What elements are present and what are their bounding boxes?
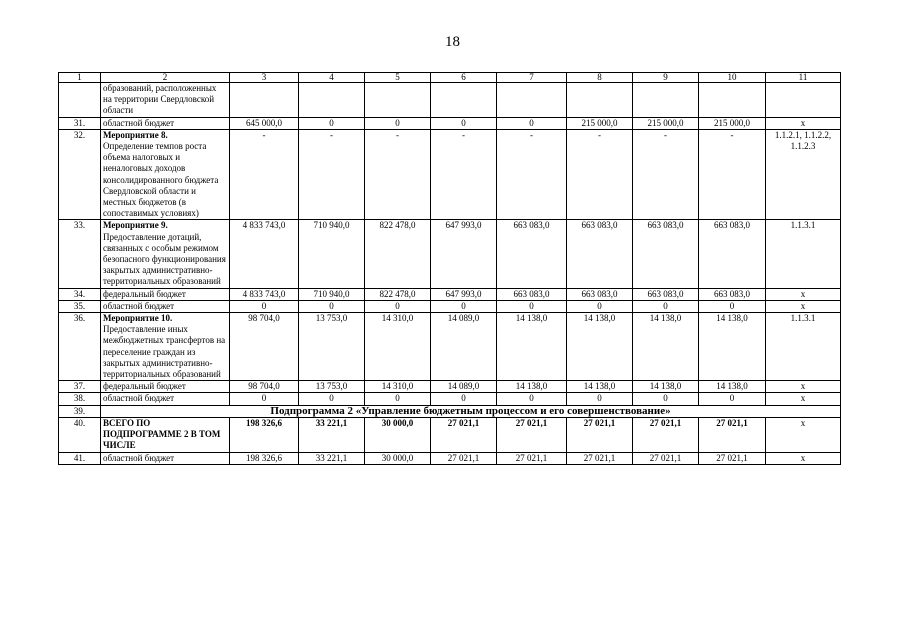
value-cell: 27 021,1 [567, 452, 633, 464]
row-description [101, 129, 230, 220]
value-cell: 14 138,0 [633, 381, 699, 393]
value-cell: 14 089,0 [431, 313, 497, 381]
value-cell: - [299, 129, 365, 220]
column-header: 8 [567, 73, 633, 83]
value-cell: 14 138,0 [567, 381, 633, 393]
value-cell: - [699, 129, 766, 220]
description-text: областной бюджет [103, 300, 175, 311]
value-cell: - [230, 129, 299, 220]
table-row [59, 288, 841, 300]
target-code-cell: 1.1.2.1, 1.1.2.2, 1.1.2.3 [766, 129, 841, 220]
row-number: 40. [59, 417, 101, 452]
column-header: 4 [299, 73, 365, 83]
value-cell: 663 083,0 [497, 220, 567, 288]
row-description [101, 393, 230, 405]
table-row [59, 83, 841, 118]
column-header: 7 [497, 73, 567, 83]
row-number: 36. [59, 313, 101, 381]
target-code-cell: x [766, 452, 841, 464]
table-row [59, 313, 841, 381]
target-code-cell: 1.1.3.1 [766, 220, 841, 288]
value-cell: - [567, 129, 633, 220]
measure-title: Мероприятие 9. [103, 220, 168, 231]
column-header: 11 [766, 73, 841, 83]
table-row [59, 393, 841, 405]
target-code-cell: x [766, 288, 841, 300]
target-code-cell [766, 83, 841, 118]
column-header: 9 [633, 73, 699, 83]
value-cell: 27 021,1 [699, 452, 766, 464]
value-cell: 0 [567, 300, 633, 312]
value-cell: 710 940,0 [299, 288, 365, 300]
value-cell: 198 326,6 [230, 417, 299, 452]
column-header: 2 [101, 73, 230, 83]
value-cell: 4 833 743,0 [230, 220, 299, 288]
value-cell: 30 000,0 [365, 417, 431, 452]
value-cell: 647 993,0 [431, 220, 497, 288]
budget-table [58, 72, 841, 465]
description-text: Предоставление дотаций, связанных с особым режимом безопасного функционирования закрытых административно-территориальных образований [103, 231, 226, 287]
value-cell [567, 83, 633, 118]
row-description [101, 83, 230, 118]
value-cell: 0 [431, 117, 497, 129]
target-code-cell: x [766, 393, 841, 405]
description-text: федеральный бюджет [103, 381, 186, 392]
value-cell: 13 753,0 [299, 313, 365, 381]
table-row [59, 129, 841, 220]
description-text: областной бюджет [103, 117, 175, 128]
value-cell: 0 [299, 300, 365, 312]
value-cell: 27 021,1 [699, 417, 766, 452]
table-row [59, 300, 841, 312]
value-cell: 822 478,0 [365, 288, 431, 300]
value-cell: 27 021,1 [633, 452, 699, 464]
table-row [59, 117, 841, 129]
row-description [101, 117, 230, 129]
target-code-cell: x [766, 117, 841, 129]
value-cell: 33 221,1 [299, 417, 365, 452]
value-cell [299, 83, 365, 118]
value-cell: 0 [230, 300, 299, 312]
value-cell: 14 310,0 [365, 381, 431, 393]
description-text: Предоставление иных межбюджетных трансфертов на переселение граждан из закрытых административно-территориальных образований [103, 324, 226, 380]
row-number: 37. [59, 381, 101, 393]
row-description [101, 313, 230, 381]
value-cell: 14 089,0 [431, 381, 497, 393]
row-number: 35. [59, 300, 101, 312]
target-code-cell: x [766, 417, 841, 452]
value-cell: 14 138,0 [633, 313, 699, 381]
value-cell: 0 [230, 393, 299, 405]
value-cell: 215 000,0 [699, 117, 766, 129]
value-cell: 30 000,0 [365, 452, 431, 464]
value-cell: 0 [497, 117, 567, 129]
row-number [59, 83, 101, 118]
value-cell: 4 833 743,0 [230, 288, 299, 300]
value-cell: 0 [497, 300, 567, 312]
value-cell: 27 021,1 [431, 417, 497, 452]
value-cell: 14 310,0 [365, 313, 431, 381]
table-header-row [59, 73, 841, 83]
value-cell: 645 000,0 [230, 117, 299, 129]
description-text: образований, расположенных на территории Свердловской области [103, 83, 217, 116]
row-number: 39. [59, 405, 101, 417]
value-cell: 663 083,0 [699, 288, 766, 300]
row-number: 32. [59, 129, 101, 220]
page-number: 18 [445, 34, 460, 50]
value-cell: 663 083,0 [633, 288, 699, 300]
subprogram-row [59, 405, 841, 417]
value-cell [431, 83, 497, 118]
value-cell: 647 993,0 [431, 288, 497, 300]
value-cell: 0 [633, 393, 699, 405]
value-cell: 0 [431, 393, 497, 405]
table-row [59, 381, 841, 393]
value-cell: 98 704,0 [230, 313, 299, 381]
row-number: 31. [59, 117, 101, 129]
value-cell: 663 083,0 [699, 220, 766, 288]
row-description [101, 381, 230, 393]
value-cell: 663 083,0 [567, 288, 633, 300]
value-cell: 0 [699, 300, 766, 312]
value-cell: 13 753,0 [299, 381, 365, 393]
row-description [101, 288, 230, 300]
row-number: 34. [59, 288, 101, 300]
value-cell: - [633, 129, 699, 220]
row-description [101, 300, 230, 312]
measure-title: Мероприятие 8. [103, 129, 168, 140]
target-code-cell: 1.1.3.1 [766, 313, 841, 381]
value-cell: 14 138,0 [497, 381, 567, 393]
value-cell: - [497, 129, 567, 220]
value-cell: 27 021,1 [497, 417, 567, 452]
value-cell [497, 83, 567, 118]
value-cell [633, 83, 699, 118]
value-cell: 0 [365, 117, 431, 129]
column-header: 10 [699, 73, 766, 83]
description-text: Определение темпов роста объема налоговых и неналоговых доходов консолидированного бюджета Свердловской области и местных бюджетов (в сопоставимых условиях) [103, 141, 219, 219]
column-header: 3 [230, 73, 299, 83]
row-number: 38. [59, 393, 101, 405]
row-description: ВСЕГО ПО ПОДПРОГРАММЕ 2 В ТОМ ЧИСЛЕ [101, 417, 230, 452]
total-row [59, 452, 841, 464]
value-cell: 14 138,0 [497, 313, 567, 381]
value-cell: - [365, 129, 431, 220]
value-cell: 0 [633, 300, 699, 312]
value-cell: 0 [299, 117, 365, 129]
value-cell: 822 478,0 [365, 220, 431, 288]
row-description [101, 220, 230, 288]
row-number: 41. [59, 452, 101, 464]
value-cell: 663 083,0 [633, 220, 699, 288]
target-code-cell: x [766, 300, 841, 312]
value-cell: 0 [365, 393, 431, 405]
value-cell: 27 021,1 [497, 452, 567, 464]
total-row [59, 417, 841, 452]
value-cell: 663 083,0 [567, 220, 633, 288]
table-row [59, 220, 841, 288]
subprogram-title: Подпрограмма 2 «Управление бюджетным процессом и его совершенствование» [101, 405, 841, 417]
value-cell: 14 138,0 [567, 313, 633, 381]
value-cell: 0 [567, 393, 633, 405]
column-header: 5 [365, 73, 431, 83]
column-header: 6 [431, 73, 497, 83]
value-cell: 0 [299, 393, 365, 405]
value-cell: 98 704,0 [230, 381, 299, 393]
value-cell: 0 [699, 393, 766, 405]
value-cell: 215 000,0 [633, 117, 699, 129]
target-code-cell: x [766, 381, 841, 393]
value-cell: 14 138,0 [699, 313, 766, 381]
value-cell: 27 021,1 [567, 417, 633, 452]
value-cell: 27 021,1 [633, 417, 699, 452]
value-cell: 198 326,6 [230, 452, 299, 464]
value-cell: 27 021,1 [431, 452, 497, 464]
value-cell: 0 [365, 300, 431, 312]
value-cell: 0 [431, 300, 497, 312]
row-number: 33. [59, 220, 101, 288]
row-description: областной бюджет [101, 452, 230, 464]
value-cell [365, 83, 431, 118]
value-cell [699, 83, 766, 118]
value-cell: - [431, 129, 497, 220]
value-cell: 0 [497, 393, 567, 405]
value-cell [230, 83, 299, 118]
measure-title: Мероприятие 10. [103, 313, 173, 324]
value-cell: 663 083,0 [497, 288, 567, 300]
value-cell: 710 940,0 [299, 220, 365, 288]
value-cell: 215 000,0 [567, 117, 633, 129]
description-text: областной бюджет [103, 393, 175, 404]
description-text: федеральный бюджет [103, 288, 186, 299]
value-cell: 33 221,1 [299, 452, 365, 464]
column-header: 1 [59, 73, 101, 83]
value-cell: 14 138,0 [699, 381, 766, 393]
